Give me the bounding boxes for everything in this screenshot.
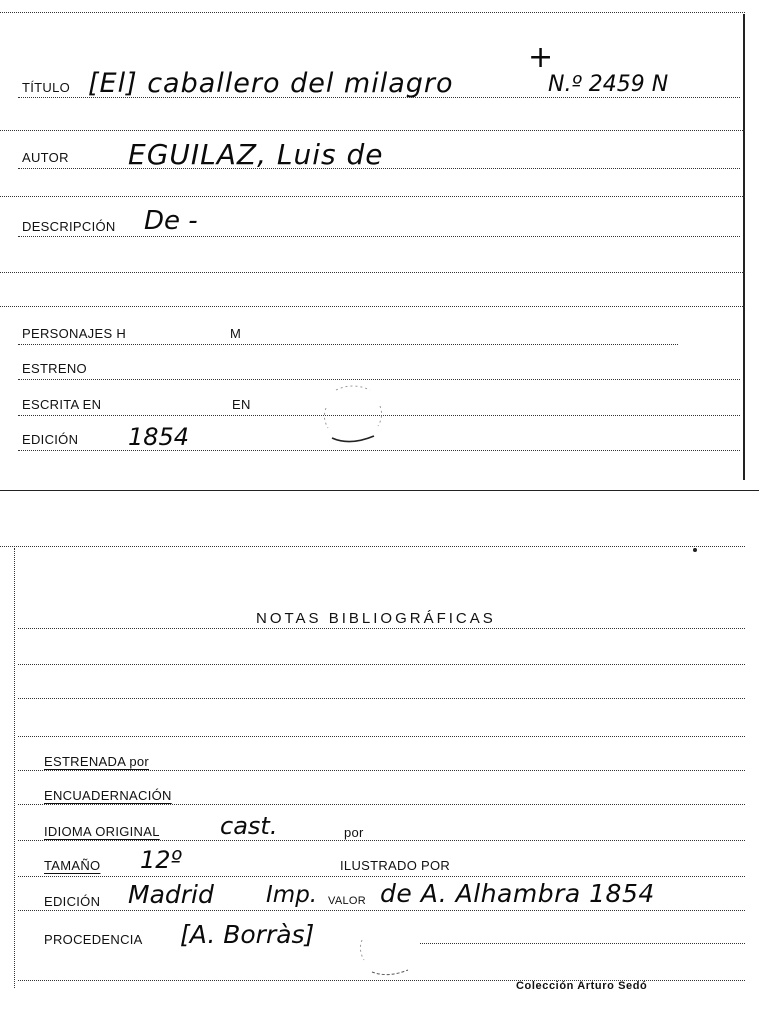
- tamano-value: 12º: [140, 846, 182, 874]
- estreno-label: ESTRENO: [22, 361, 87, 376]
- personajes-m-label: M: [230, 326, 242, 341]
- numero-value: N.º 2459 N: [548, 72, 669, 97]
- personajes-label: PERSONAJES H: [22, 326, 127, 341]
- cross-mark: +: [528, 40, 554, 75]
- tamano-label: TAMAÑO: [44, 858, 101, 873]
- catalog-card-bottom: [0, 540, 759, 1028]
- rule-line: [18, 379, 740, 380]
- descripcion-label: DESCRIPCIÓN: [22, 219, 116, 234]
- titulo-label: TÍTULO: [22, 80, 71, 95]
- rule-line: [18, 840, 745, 841]
- escrita-en-label: EN: [232, 397, 251, 412]
- edicion-imp-value: Imp.: [266, 882, 318, 908]
- rule-line: [18, 450, 740, 451]
- rule-line: [420, 943, 745, 944]
- card-top-edge: [0, 12, 745, 13]
- card-divider: [0, 490, 759, 491]
- rule-line: [0, 130, 745, 131]
- descripcion-value: De -: [144, 206, 198, 236]
- rule-line: [18, 804, 745, 805]
- card-right-edge: [743, 14, 745, 480]
- procedencia-label: PROCEDENCIA: [44, 932, 143, 947]
- collection-credit: Colección Arturo Sedó: [516, 980, 648, 992]
- edicion-printer-value: de A. Alhambra 1854: [380, 879, 655, 908]
- faint-stamp-mark: [318, 382, 388, 448]
- idioma-por-label: por: [344, 825, 364, 840]
- idioma-value: cast.: [220, 812, 278, 840]
- idioma-label: IDIOMA ORIGINAL: [44, 824, 160, 839]
- rule-line: [18, 97, 740, 98]
- procedencia-value: [A. Borràs]: [180, 920, 315, 949]
- catalog-card-top: [0, 0, 759, 492]
- rule-line: [18, 876, 745, 877]
- edicion-value: 1854: [128, 423, 190, 451]
- rule-line: [18, 770, 745, 771]
- titulo-value: [El] caballero del milagro: [88, 68, 454, 99]
- card-left-edge: [14, 548, 15, 988]
- autor-label: AUTOR: [22, 150, 69, 165]
- estrenada-label: ESTRENADA por: [44, 754, 150, 769]
- rule-line: [18, 344, 678, 345]
- rule-line: [18, 698, 745, 699]
- rule-line: [18, 736, 745, 737]
- rule-line: [0, 196, 745, 197]
- faint-stamp-mark-bottom: [352, 920, 422, 980]
- encuadernacion-label: ENCUADERNACIÓN: [44, 788, 172, 803]
- autor-value: EGUILAZ, Luis de: [128, 138, 384, 171]
- edicion-label-bottom: EDICIÓN: [44, 894, 101, 909]
- rule-line: [18, 664, 745, 665]
- rule-line: [18, 168, 740, 169]
- edicion-label: EDICIÓN: [22, 432, 79, 447]
- rule-line: [18, 236, 740, 237]
- escrita-label: ESCRITA EN: [22, 397, 102, 412]
- edicion-valor-label: VALOR: [328, 895, 366, 907]
- rule-line: [18, 910, 745, 911]
- ilustrado-label: ILUSTRADO POR: [340, 858, 451, 873]
- notas-title: NOTAS BIBLIOGRÁFICAS: [256, 610, 496, 627]
- card-top-edge: [0, 546, 745, 547]
- speck: [693, 548, 697, 552]
- edicion-place-value: Madrid: [128, 880, 214, 909]
- rule-line: [0, 272, 745, 273]
- rule-line: [18, 628, 745, 629]
- rule-line: [0, 306, 745, 307]
